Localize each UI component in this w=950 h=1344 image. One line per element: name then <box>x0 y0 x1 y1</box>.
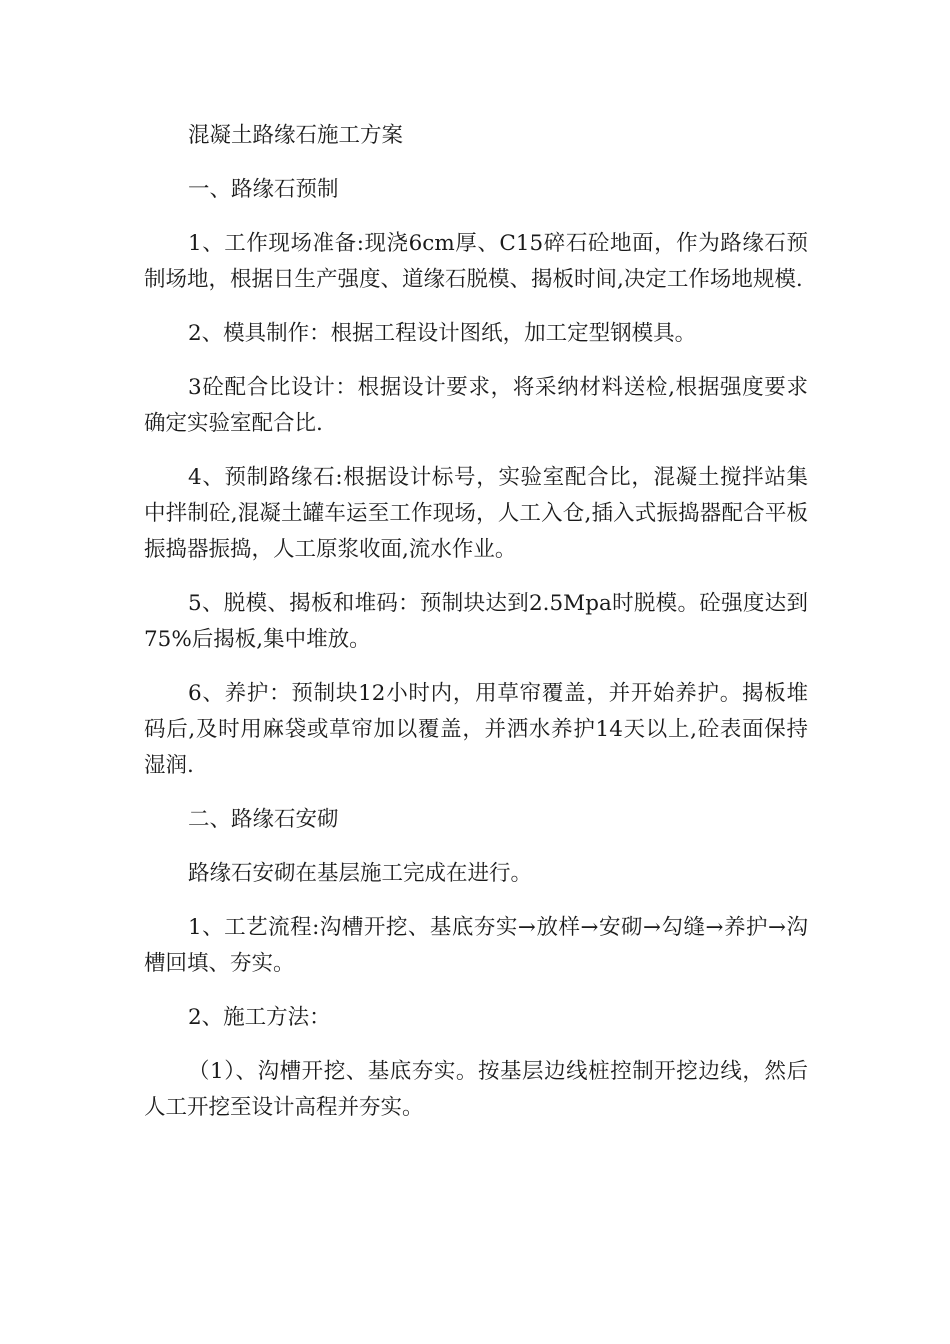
paragraph-demolding: 5、脱模、揭板和堆码：预制块达到2.5Mpa时脱模。砼强度达到75%后揭板,集中堆放。 <box>144 591 808 652</box>
paragraph-prefab-curbstone: 4、预制路缘石:根据设计标号，实验室配合比，混凝土搅拌站集中拌制砼,混凝土罐车运至工作现场，人工入仓,插入式振捣器配合平板振捣器振捣，人工原浆收面,流水作业。 <box>144 465 808 562</box>
section-heading-prefabrication: 一、路缘石预制 <box>188 177 339 202</box>
paragraph-installation-intro: 路缘石安砌在基层施工完成在进行。 <box>188 861 533 886</box>
paragraph-trench-excavation: （1）、沟槽开挖、基底夯实。按基层边线桩控制开挖边线，然后人工开挖至设计高程并夯实。 <box>144 1059 808 1120</box>
section-heading-installation: 二、路缘石安砌 <box>188 807 339 832</box>
document-title: 混凝土路缘石施工方案 <box>188 123 404 148</box>
paragraph-mold-making: 2、模具制作：根据工程设计图纸，加工定型钢模具。 <box>188 321 697 346</box>
paragraph-site-preparation: 1、工作现场准备:现浇6cm厚、C15碎石砼地面，作为路缘石预制场地，根据日生产强度、道缘石脱模、揭板时间,决定工作场地规模. <box>144 231 808 292</box>
paragraph-process-flow: 1、工艺流程:沟槽开挖、基底夯实→放样→安砌→勾缝→养护→沟槽回填、夯实。 <box>144 915 808 976</box>
paragraph-mix-design: 3砼配合比设计：根据设计要求，将采纳材料送检,根据强度要求确定实验室配合比. <box>144 375 808 436</box>
document-body <box>144 118 808 1144</box>
paragraph-construction-method: 2、施工方法： <box>188 1005 331 1030</box>
paragraph-curing: 6、养护：预制块12小时内，用草帘覆盖，并开始养护。揭板堆码后,及时用麻袋或草帘加以覆盖，并洒水养护14天以上,砼表面保持湿润. <box>144 681 808 778</box>
